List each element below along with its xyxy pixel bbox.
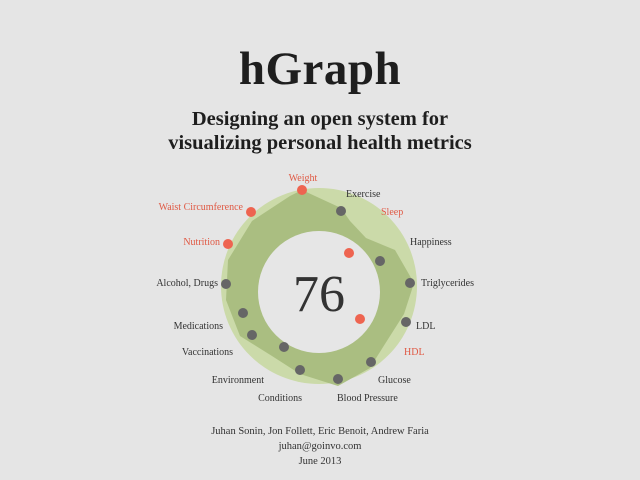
metric-point-sleep[interactable] [344, 248, 354, 258]
metric-label-vaccinations: Vaccinations [181, 347, 233, 358]
metric-label-ldl: LDL [416, 321, 436, 332]
metric-label-waist-circumference: Waist Circumference [158, 202, 243, 213]
metric-label-hdl: HDL [404, 347, 425, 358]
metric-label-glucose: Glucose [378, 375, 411, 386]
metric-point-triglycerides[interactable] [405, 278, 415, 288]
metric-point-waist-circumference[interactable] [246, 207, 256, 217]
metric-point-nutrition[interactable] [223, 239, 233, 249]
metric-point-ldl[interactable] [401, 317, 411, 327]
metric-label-alcohol-drugs: Alcohol, Drugs [156, 278, 218, 289]
metric-label-happiness: Happiness [410, 237, 452, 248]
metric-label-triglycerides: Triglycerides [421, 278, 474, 289]
metric-label-conditions: Conditions [258, 393, 302, 404]
metric-point-exercise[interactable] [336, 206, 346, 216]
metric-label-environment: Environment [211, 375, 264, 386]
metric-label-sleep: Sleep [381, 207, 404, 218]
authors: Juhan Sonin, Jon Follett, Eric Benoit, Andrew Faria [211, 426, 429, 437]
metric-label-blood-pressure: Blood Pressure [337, 393, 398, 404]
email: juhan@goinvo.com [278, 441, 362, 452]
subtitle-line-1: Designing an open system for [191, 108, 449, 130]
metric-label-medications: Medications [173, 321, 223, 332]
metric-label-exercise: Exercise [346, 189, 381, 200]
metric-point-alcohol-drugs[interactable] [221, 279, 231, 289]
metric-point-glucose[interactable] [366, 357, 376, 367]
metric-point-weight[interactable] [297, 185, 307, 195]
metric-point-environment[interactable] [279, 342, 289, 352]
metric-point-hdl[interactable] [355, 314, 365, 324]
metric-label-weight: Weight [288, 173, 318, 184]
metric-label-nutrition: Nutrition [183, 237, 220, 248]
metric-point-vaccinations[interactable] [247, 330, 257, 340]
title: hGraph [238, 43, 402, 95]
metric-point-medications[interactable] [238, 308, 248, 318]
subtitle-line-2: visualizing personal health metrics [168, 132, 472, 154]
metric-point-happiness[interactable] [375, 256, 385, 266]
metric-point-blood-pressure[interactable] [333, 374, 343, 384]
metric-point-conditions[interactable] [295, 365, 305, 375]
date: June 2013 [298, 456, 342, 467]
score-value: 76 [293, 266, 345, 323]
